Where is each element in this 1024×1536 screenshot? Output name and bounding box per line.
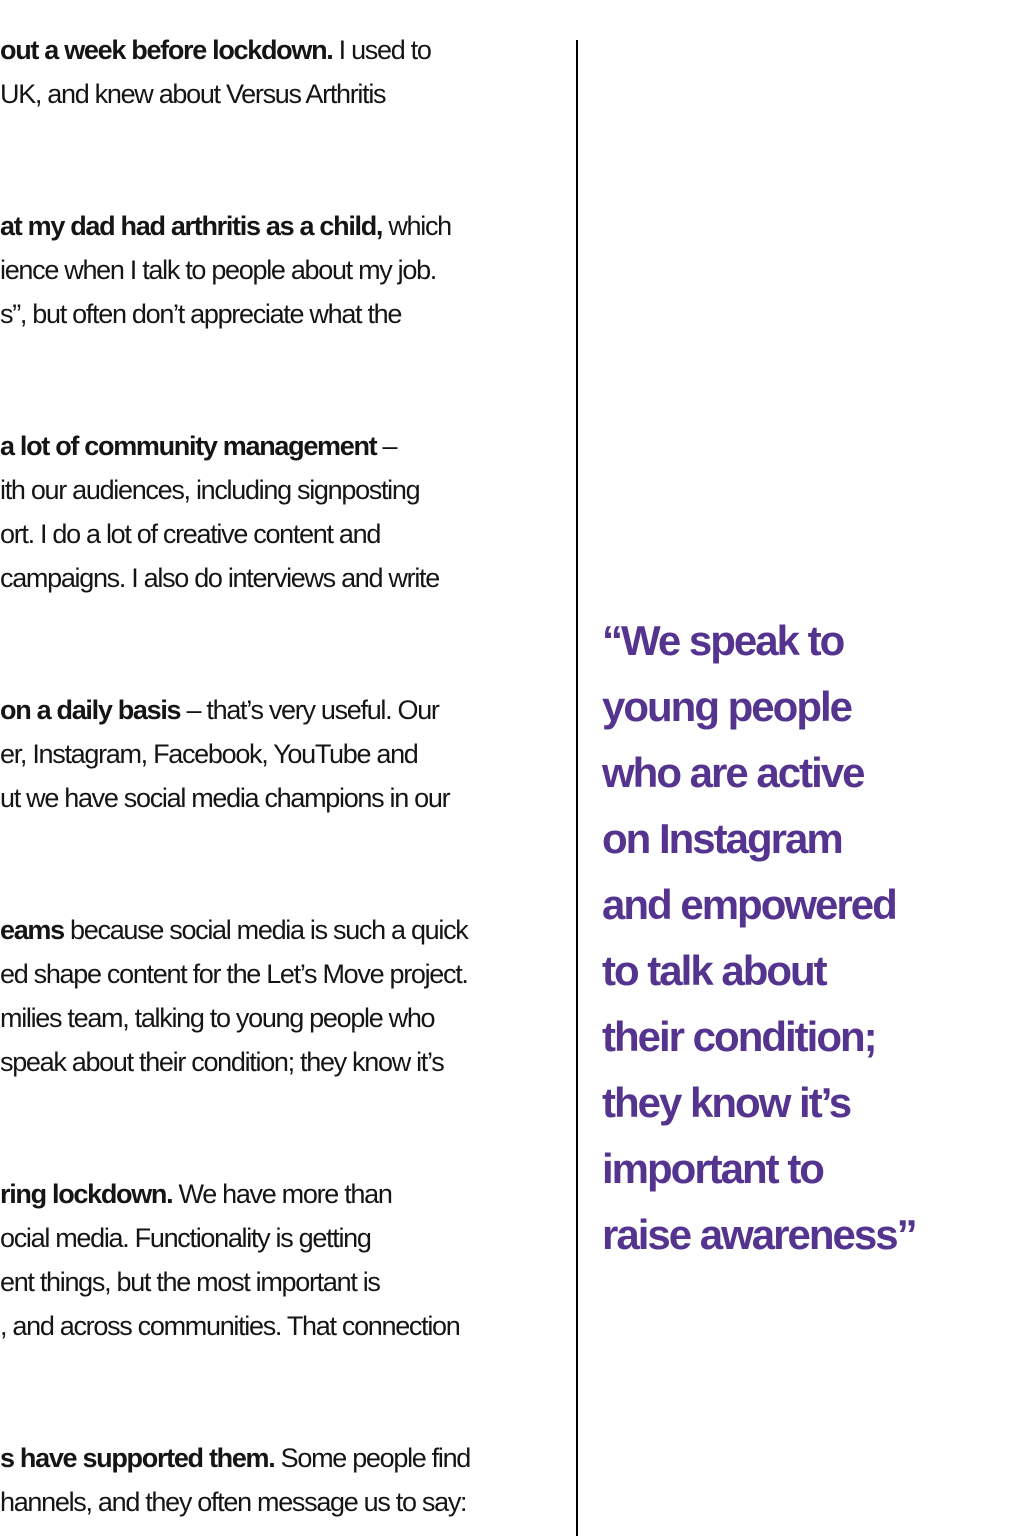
text-line: , and across communities. That connection — [0, 1311, 460, 1341]
text-line: ed shape content for the Let’s Move project. — [0, 959, 468, 989]
column-divider-line — [576, 40, 578, 1536]
text-line: eams because social media is such a quick — [0, 915, 468, 945]
text-line: ith our audiences, including signposting — [0, 475, 420, 505]
pull-quote — [602, 608, 1022, 1268]
text-line: out a week before lockdown. I used to — [0, 35, 431, 65]
pull-quote-line: to talk about — [602, 947, 826, 994]
paragraph — [0, 908, 566, 1084]
pull-quote-line: their condition; — [602, 1013, 876, 1060]
article-text-column — [0, 28, 566, 1536]
text-line: ut we have social media champions in our — [0, 783, 450, 813]
text-line: s have supported them. Some people find — [0, 1443, 471, 1473]
text-line: at my dad had arthritis as a child, which — [0, 211, 451, 241]
paragraph — [0, 28, 566, 116]
text-line: speak about their condition; they know it’s — [0, 1047, 444, 1077]
text-line: ience when I talk to people about my job. — [0, 255, 437, 285]
text-line: s”, but often don’t appreciate what the — [0, 299, 402, 329]
pull-quote-line: “We speak to — [602, 617, 844, 664]
pull-quote-line: who are active — [602, 749, 864, 796]
text-line: campaigns. I also do interviews and write — [0, 563, 439, 593]
pull-quote-line: on Instagram — [602, 815, 842, 862]
text-line: a lot of community management – — [0, 431, 397, 461]
paragraph — [0, 1172, 566, 1348]
pull-quote-line: young people — [602, 683, 851, 730]
text-line: ort. I do a lot of creative content and — [0, 519, 381, 549]
text-line: milies team, talking to young people who — [0, 1003, 435, 1033]
text-line: ring lockdown. We have more than — [0, 1179, 392, 1209]
paragraph — [0, 1436, 566, 1524]
text-line: er, Instagram, Facebook, YouTube and — [0, 739, 418, 769]
pull-quote-line: raise awareness” — [602, 1211, 916, 1258]
text-line: hannels, and they often message us to say: — [0, 1487, 467, 1517]
pull-quote-line: important to — [602, 1145, 823, 1192]
paragraph — [0, 204, 566, 336]
pull-quote-line: they know it’s — [602, 1079, 851, 1126]
text-line: ocial media. Functionality is getting — [0, 1223, 371, 1253]
paragraph — [0, 688, 566, 820]
text-line: ent things, but the most important is — [0, 1267, 380, 1297]
paragraph — [0, 424, 566, 600]
pull-quote-line: and empowered — [602, 881, 896, 928]
text-line: on a daily basis – that’s very useful. Our — [0, 695, 439, 725]
text-line: UK, and knew about Versus Arthritis — [0, 79, 386, 109]
